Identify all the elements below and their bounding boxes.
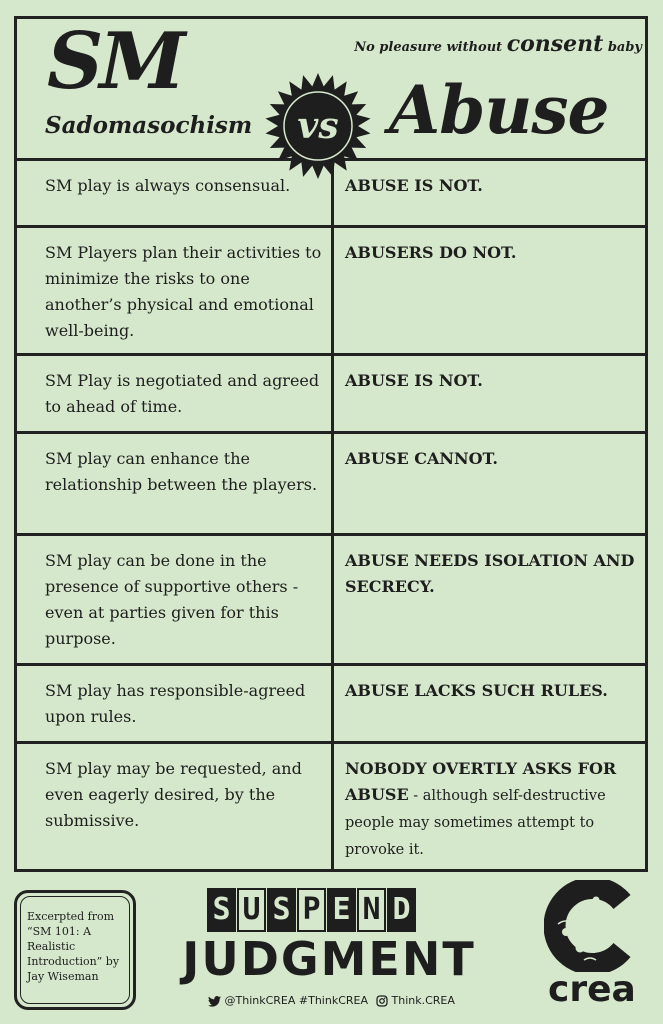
suspend-letter: E <box>327 888 356 932</box>
tagline-pre: No pleasure without <box>354 40 503 55</box>
abuse-statement: ABUSERS DO NOT. <box>345 243 517 262</box>
consent-tagline <box>337 31 642 57</box>
sm-subtitle: Sadomasochism <box>45 112 253 139</box>
table-row <box>17 744 645 872</box>
twitter-text: @ThinkCREA #ThinkCREA <box>224 994 368 1007</box>
abuse-statement: ABUSE NEEDS ISOLATION AND SECRECY. <box>345 551 635 596</box>
abuse-cell <box>334 161 645 225</box>
table-row <box>17 356 645 434</box>
abuse-cell <box>334 536 645 663</box>
table-row <box>17 228 645 356</box>
sm-cell: SM play can be done in the presence of supportive others - even at parties given for this purpose. <box>17 536 334 663</box>
table-row <box>17 434 645 536</box>
crea-wordmark: crea <box>548 969 636 1010</box>
sm-cell: SM play is always consensual. <box>17 161 334 225</box>
suspend-letter: U <box>237 888 266 932</box>
abuse-cell <box>334 228 645 353</box>
suspend-letter: D <box>387 888 416 932</box>
twitter-icon <box>208 996 221 1007</box>
sm-cell: SM Players plan their activities to minimize the risks to one another’s physical and emotional well-being. <box>17 228 334 353</box>
abuse-statement: ABUSE LACKS SUCH RULES. <box>345 681 608 700</box>
instagram-icon <box>376 995 388 1007</box>
abuse-cell <box>334 666 645 741</box>
abuse-statement: ABUSE IS NOT. <box>345 176 483 195</box>
suspend-letter: N <box>357 888 386 932</box>
instagram-handle[interactable] <box>376 994 455 1007</box>
suspend-letter: S <box>267 888 296 932</box>
suspend-lettering <box>207 888 416 936</box>
instagram-text: Think.CREA <box>391 994 455 1007</box>
vs-starburst-badge <box>264 72 372 180</box>
judgment-title: JUDGMENT <box>182 932 476 986</box>
abuse-statement: ABUSE IS NOT. <box>345 371 483 390</box>
table-row <box>17 536 645 666</box>
twitter-handle[interactable] <box>208 994 368 1007</box>
table-row <box>17 666 645 744</box>
sm-cell: SM play may be requested, and even eagerly desired, by the submissive. <box>17 744 334 872</box>
tagline-post: baby <box>607 40 642 55</box>
abuse-statement-note: - although self-destructive people may sometimes attempt to provoke it. <box>345 788 606 858</box>
source-credit: Excerpted from “SM 101: A Realistic Introduction” by Jay Wiseman <box>14 890 136 1010</box>
suspend-letter: S <box>207 888 236 932</box>
abuse-statement: ABUSE CANNOT. <box>345 449 498 468</box>
abuse-title: Abuse <box>389 71 609 149</box>
vs-label: vs <box>297 105 339 147</box>
abuse-cell <box>334 744 645 872</box>
sm-cell: SM play can enhance the relationship between the players. <box>17 434 334 533</box>
abuse-cell <box>334 356 645 431</box>
sm-title: SM <box>47 16 182 107</box>
abuse-cell <box>334 434 645 533</box>
abuse-statement: NOBODY OVERTLY ASKS FOR ABUSE <box>345 759 617 804</box>
tagline-consent: consent <box>506 31 604 57</box>
sm-cell: SM play has responsible-agreed upon rules. <box>17 666 334 741</box>
social-handles <box>208 994 468 1007</box>
suspend-letter: P <box>297 888 326 932</box>
crea-c-logo <box>544 880 636 972</box>
sm-cell: SM Play is negotiated and agreed to ahead of time. <box>17 356 334 431</box>
